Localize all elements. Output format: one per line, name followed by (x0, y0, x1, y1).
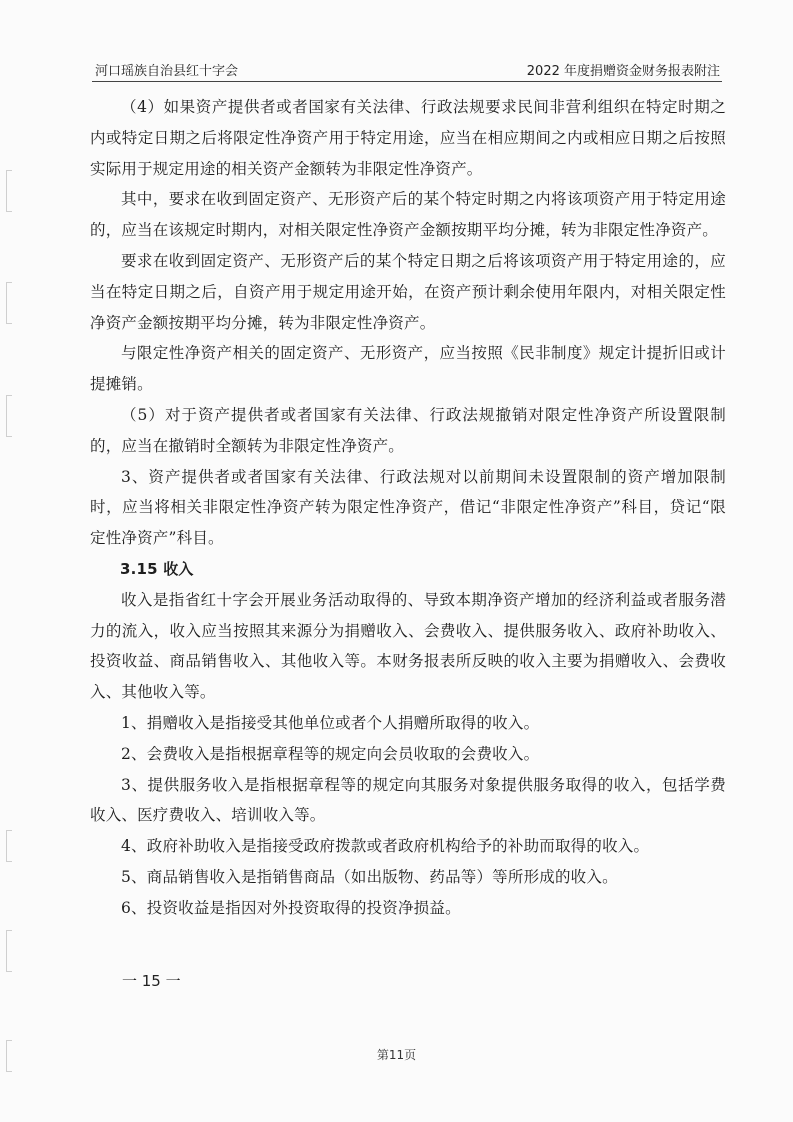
paragraph: 要求在收到固定资产、无形资产后的某个特定日期之后将该项资产用于特定用途的，应当在特定日期之后，自资产用于规定用途开始，在资产预计剩余使用年限内，对相关限定性净资产金额按期平均分摊，转为非限定性净资产。 (90, 251, 726, 332)
paragraph: 其中，要求在收到固定资产、无形资产后的某个特定时期之内将该项资产用于特定用途的，应当在该规定时期内，对相关限定性净资产金额按期平均分摊，转为非限定性净资产。 (90, 190, 726, 240)
paragraph: 5、商品销售收入是指销售商品（如出版物、药品等）等所形成的收入。 (121, 867, 618, 886)
header-report-title: 2022 年度捐赠资金财务报表附注 (526, 64, 720, 79)
scan-binding-mark (6, 282, 12, 324)
paragraph: 1、捐赠收入是指接受其他单位或者个人捐赠所取得的收入。 (121, 713, 540, 732)
paragraph: 6、投资收益是指因对外投资取得的投资净损益。 (121, 898, 461, 917)
scan-binding-mark (6, 170, 12, 212)
header-divider (92, 81, 722, 82)
paragraph: 3、资产提供者或者国家有关法律、行政法规对以前期间未设置限制的资产增加限制时，应当将相关非限定性净资产转为限定性净资产，借记“非限定性净资产”科目，贷记“限定性净资产”科目。 (90, 467, 726, 548)
original-page-number: 一 15 一 (122, 972, 181, 990)
paragraph: （4）如果资产提供者或者国家有关法律、行政法规要求民间非营利组织在特定时期之内或特定日期之后将限定性净资产用于特定用途，应当在相应期间之内或相应日期之后按照实际用于规定用途的相关资产金额转为非限定性净资产。 (90, 98, 726, 178)
scan-binding-mark (6, 395, 12, 437)
footer-page-number: 第11页 (376, 1048, 417, 1062)
paragraph: 与限定性净资产相关的固定资产、无形资产，应当按照《民非制度》规定计提折旧或计提摊销。 (90, 344, 726, 394)
scan-binding-mark (6, 1040, 12, 1072)
paragraph: （5）对于资产提供者或者国家有关法律、行政法规撤销对限定性净资产所设置限制的，应当在撤销时全额转为非限定性净资产。 (90, 405, 726, 455)
section-heading: 3.15 收入 (120, 559, 194, 578)
scan-binding-mark (6, 830, 12, 862)
paragraph: 4、政府补助收入是指接受政府拨款或者政府机构给予的补助而取得的收入。 (121, 837, 650, 856)
scan-binding-mark (6, 930, 12, 972)
document-body (90, 92, 726, 924)
paragraph: 3、提供服务收入是指根据章程等的规定向其服务对象提供服务取得的收入，包括学费收入、医疗费收入、培训收入等。 (90, 775, 726, 825)
paragraph: 收入是指省红十字会开展业务活动取得的、导致本期净资产增加的经济利益或者服务潜力的流入，收入应当按照其来源分为捐赠收入、会费收入、提供服务收入、政府补助收入、投资收益、商品销售收入、其他收入等。本财务报表所反映的收入主要为捐赠收入、会费收入、其他收入等。 (90, 590, 726, 702)
header-organization: 河口瑶族自治县红十字会 (95, 64, 239, 79)
paragraph: 2、会费收入是指根据章程等的规定向会员收取的会费收入。 (121, 744, 540, 763)
